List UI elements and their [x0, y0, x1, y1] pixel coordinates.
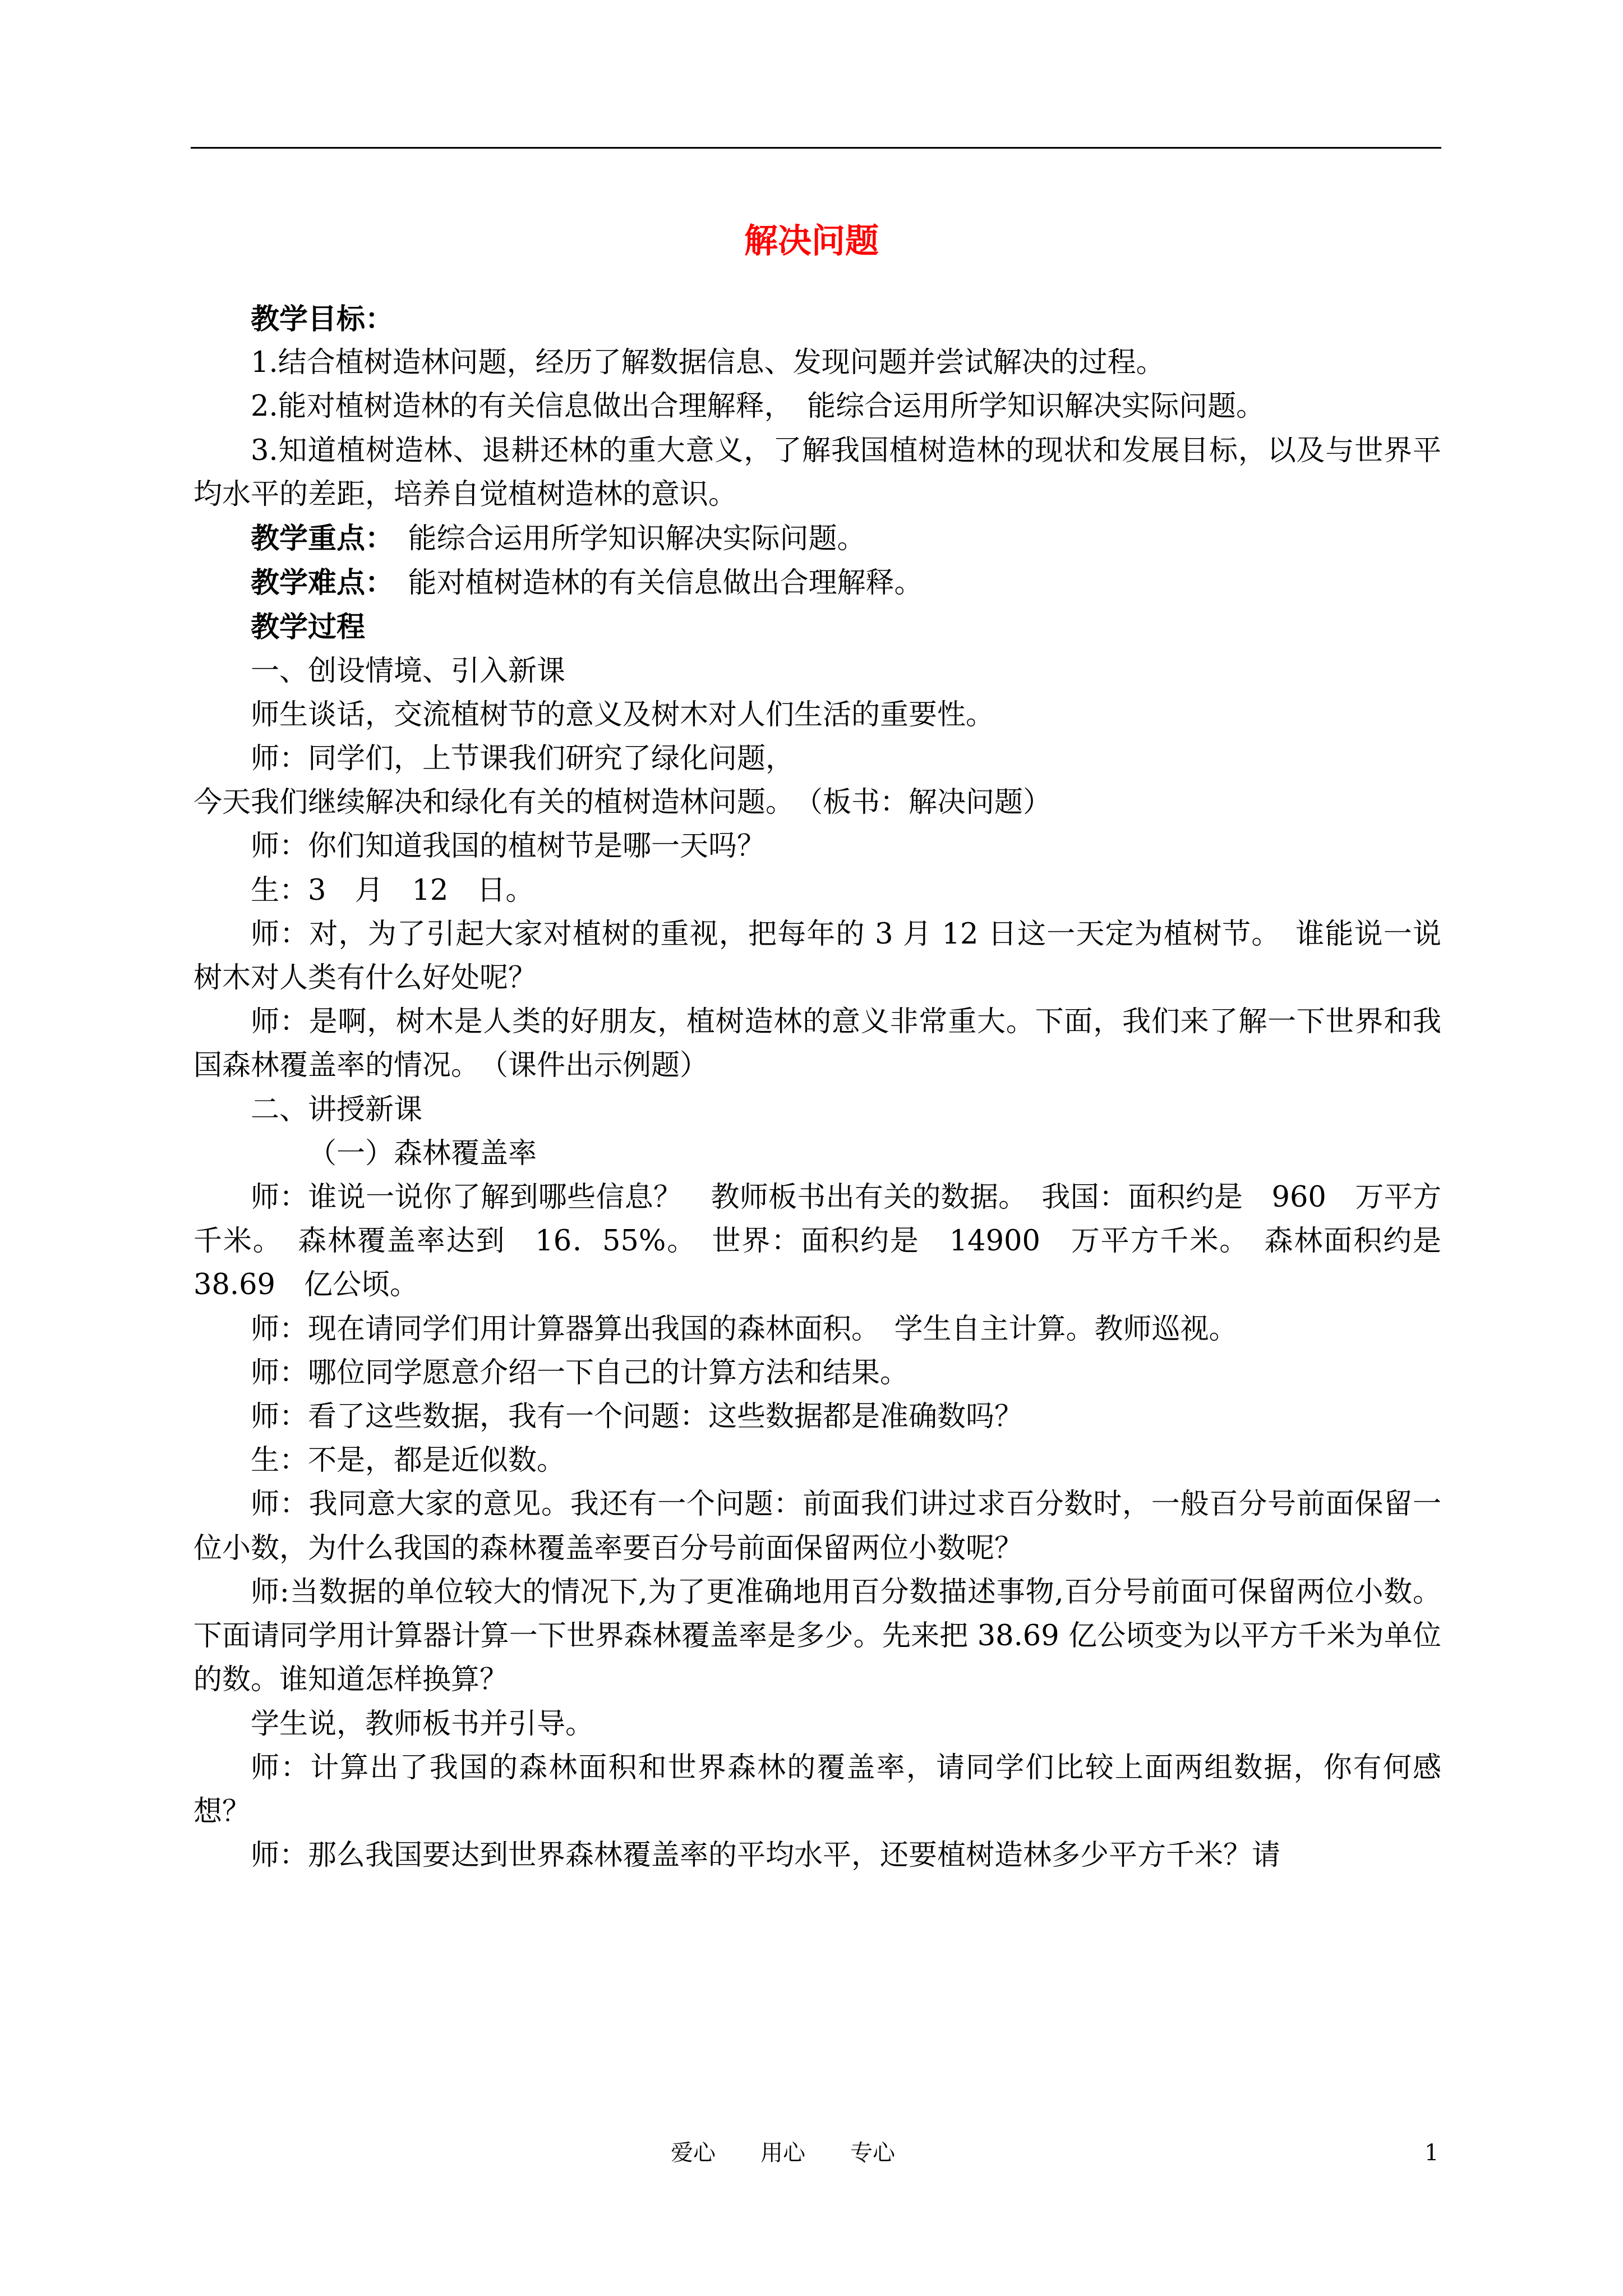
subsection-heading: （一）森林覆盖率: [308, 1137, 537, 1170]
paragraph: 师生谈话，交流植树节的意义及树木对人们生活的重要性。: [251, 698, 995, 731]
objective-item: 3.知道植树造林、退耕还林的重大意义，了解我国植树造林的现状和发展目标，以及与世界平均水平的差距，培养自觉植树造林的意识。: [193, 434, 1441, 511]
paragraph: 师：看了这些数据，我有一个问题：这些数据都是准确数吗？: [251, 1400, 1023, 1434]
paragraph: 师：你们知道我国的植树节是哪一天吗？: [251, 830, 766, 863]
paragraph: 师：对，为了引起大家对植树的重视，把每年的 3 月 12 日这一天定为植树节。 谁能说一说树木对人类有什么好处呢？: [193, 917, 1441, 995]
document-body: [193, 297, 1470, 1878]
page-number: 1: [1424, 2140, 1439, 2166]
key-point-line: [193, 517, 1441, 561]
difficulty-text: 能对植树造林的有关信息做出合理解释。: [379, 567, 923, 600]
paragraph: 师：那么我国要达到世界森林覆盖率的平均水平，还要植树造林多少平方千米？请: [251, 1839, 1281, 1872]
paragraph: 师：现在请同学们用计算器算出我国的森林面积。 学生自主计算。教师巡视。: [251, 1312, 1238, 1346]
key-point-label: 教学重点：: [251, 522, 380, 556]
paragraph: 师：同学们，上节课我们研究了绿化问题，: [251, 742, 795, 776]
paragraph: 师：我同意大家的意见。我还有一个问题：前面我们讲过求百分数时，一般百分号前面保留一位小数，为什么我国的森林覆盖率要百分号前面保留两位小数呢？: [193, 1488, 1441, 1565]
header-rule: [191, 147, 1441, 149]
paragraph: 师:当数据的单位较大的情况下,为了更准确地用百分数描述事物,百分号前面可保留两位小数。下面请同学用计算器计算一下世界森林覆盖率是多少。先来把 38.69 亿公顷变为以平方千米为单位的数。谁知道怎样换算？: [193, 1575, 1441, 1697]
paragraph: 学生说，教师板书并引导。: [251, 1707, 594, 1741]
footer-slogan: 爱心 用心 专心: [671, 2140, 895, 2166]
paragraph: 生：不是，都是近似数。: [251, 1444, 566, 1478]
process-heading: 教学过程: [251, 610, 366, 645]
paragraph: 师：谁说一说你了解到哪些信息？ 教师板书出有关的数据。 我国：面积约是 960 万平方千米。 森林覆盖率达到 16．55%。 世界：面积约是 14900 万平方千米。 森林面积约是 38.69 亿公顷。: [193, 1181, 1470, 1302]
objective-item: 2.能对植树造林的有关信息做出合理解释， 能综合运用所学知识解决实际问题。: [251, 390, 1265, 424]
section-heading: 一、创设情境、引入新课: [251, 654, 566, 688]
paragraph: 师：哪位同学愿意介绍一下自己的计算方法和结果。: [251, 1356, 909, 1389]
document-title: 解决问题: [744, 222, 879, 261]
paragraph: 师：是啊，树木是人类的好朋友，植树造林的意义非常重大。下面，我们来了解一下世界和我国森林覆盖率的情况。 （课件出示例题）: [193, 1005, 1441, 1083]
objective-item: 1.结合植树造林问题，经历了解数据信息、发现问题并尝试解决的过程。: [251, 346, 1165, 380]
objectives-heading: 教学目标：: [251, 302, 394, 336]
section-heading: 二、讲授新课: [251, 1093, 423, 1126]
difficulty-label: 教学难点：: [251, 566, 380, 600]
paragraph: 师：计算出了我国的森林面积和世界森林的覆盖率，请同学们比较上面两组数据，你有何感想？: [193, 1751, 1441, 1828]
key-point-text: 能综合运用所学知识解决实际问题。: [379, 522, 866, 556]
paragraph: 生：3 月 12 日。: [251, 873, 534, 907]
difficulty-line: [193, 561, 1441, 605]
paragraph: 今天我们继续解决和绿化有关的植树造林问题。 （板书：解决问题）: [193, 786, 1052, 820]
